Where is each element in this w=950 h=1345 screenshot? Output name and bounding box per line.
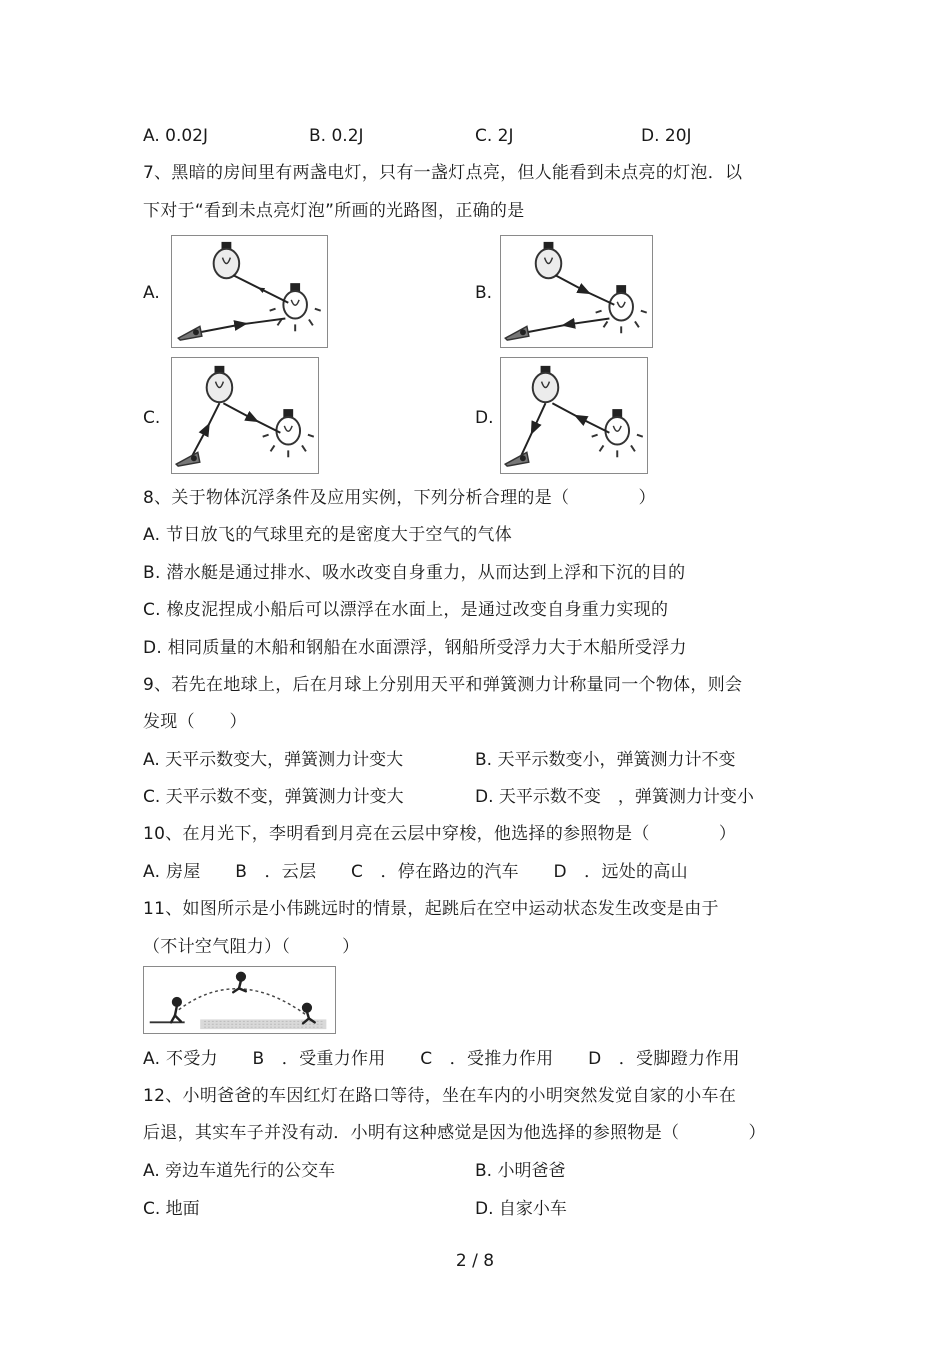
- q11-long-jump-figure: [143, 966, 336, 1034]
- q7-figure-label-a: A.: [143, 283, 160, 303]
- q12-option-c: C. 地面: [143, 1199, 200, 1219]
- q7-stem-line2: 下对于“看到未点亮灯泡”所画的光路图，正确的是: [143, 201, 525, 221]
- q7-stem-line1: 7、黑暗的房间里有两盏电灯，只有一盏灯点亮，但人能看到未点亮的灯泡．以: [143, 163, 743, 183]
- q8-option-c: C. 橡皮泥捏成小船后可以漂浮在水面上，是通过改变自身重力实现的: [143, 600, 669, 620]
- q6-option-b: B. 0.2J: [309, 126, 364, 146]
- q9-stem-line1: 9、若先在地球上，后在月球上分别用天平和弹簧测力计称量同一个物体，则会: [143, 675, 743, 695]
- q11-stem-line1: 11、如图所示是小伟跳远时的情景，起跳后在空中运动状态发生改变是由于: [143, 899, 719, 919]
- q7-figure-d: [500, 357, 648, 474]
- q7-figure-label-b: B.: [475, 283, 493, 303]
- q9-option-c: C. 天平示数不变，弹簧测力计变大: [143, 787, 404, 807]
- q6-option-a: A. 0.02J: [143, 126, 209, 146]
- q9-option-b: B. 天平示数变小，弹簧测力计不变: [475, 750, 736, 770]
- q7-figure-a: [171, 235, 328, 348]
- q12-stem-line2: 后退，其实车子并没有动．小明有这种感觉是因为他选择的参照物是（ ）: [143, 1123, 766, 1143]
- q6-option-d: D. 20J: [641, 126, 692, 146]
- q12-option-b: B. 小明爸爸: [475, 1161, 566, 1181]
- q8-option-b: B. 潜水艇是通过排水、吸水改变自身重力，从而达到上浮和下沉的目的: [143, 563, 686, 583]
- q9-option-a: A. 天平示数变大，弹簧测力计变大: [143, 750, 404, 770]
- q9-option-d: D. 天平示数不变 ，弹簧测力计变小: [475, 787, 754, 807]
- q7-figure-label-c: C.: [143, 408, 161, 428]
- q12-stem-line1: 12、小明爸爸的车因红灯在路口等待，坐在车内的小明突然发觉自家的小车在: [143, 1086, 737, 1106]
- q10-stem: 10、在月光下，李明看到月亮在云层中穿梭，他选择的参照物是（ ）: [143, 824, 737, 844]
- q10-options: A. 房屋 B ．云层 C ．停在路边的汽车 D ．远处的高山: [143, 862, 688, 882]
- q8-stem: 8、关于物体沉浮条件及应用实例，下列分析合理的是（ ）: [143, 488, 656, 508]
- q12-option-d: D. 自家小车: [475, 1199, 567, 1219]
- q8-option-d: D. 相同质量的木船和钢船在水面漂浮，钢船所受浮力大于木船所受浮力: [143, 638, 687, 658]
- q7-figure-label-d: D.: [475, 408, 494, 428]
- q7-figure-b: [500, 235, 653, 348]
- q11-options: A. 不受力 B ．受重力作用 C ．受推力作用 D ．受脚蹬力作用: [143, 1049, 740, 1069]
- q6-option-c: C. 2J: [475, 126, 514, 146]
- q7-figure-c: [171, 357, 319, 474]
- q8-option-a: A. 节日放飞的气球里充的是密度大于空气的气体: [143, 525, 513, 545]
- page-number: 2 / 8: [455, 1251, 495, 1271]
- q9-stem-line2: 发现（ ）: [143, 712, 247, 732]
- q12-option-a: A. 旁边车道先行的公交车: [143, 1161, 336, 1181]
- q11-stem-line2: （不计空气阻力）（ ）: [143, 937, 360, 957]
